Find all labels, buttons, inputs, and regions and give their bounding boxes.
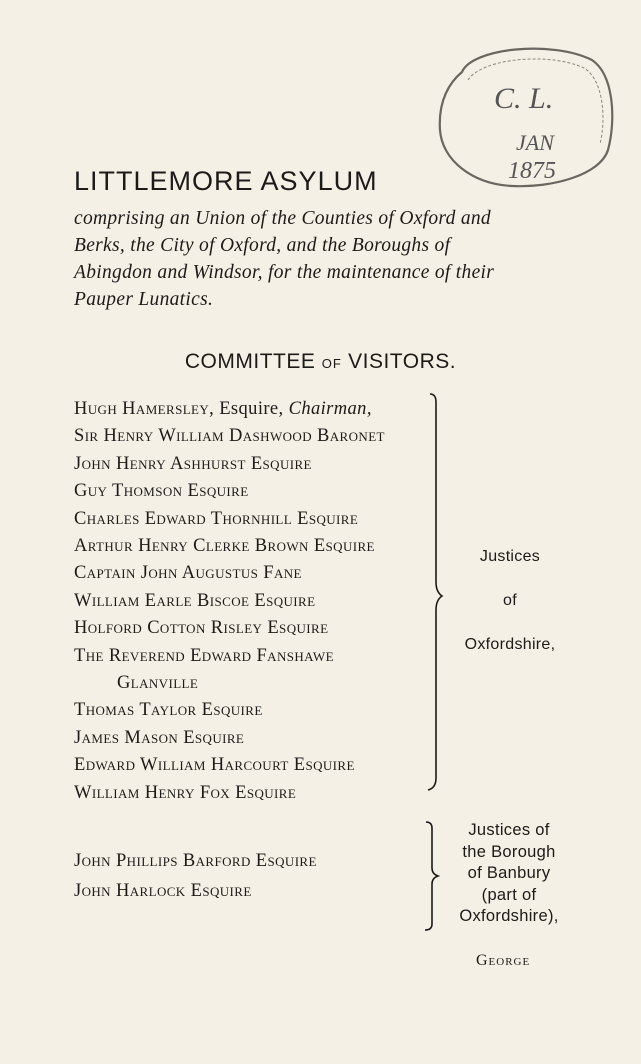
intro-line: Pauper Lunatics. <box>74 289 214 310</box>
banbury-member: John Harlock Esquire <box>74 881 252 901</box>
heading-main: COMMITTEE <box>184 350 316 373</box>
intro-line: Berks, the City of Oxford, and the Boroughs of <box>74 235 451 256</box>
banbury-member-list <box>74 846 317 906</box>
banbury-justices-line: (part of <box>481 885 537 904</box>
member-suffix: Esquire, <box>214 399 289 419</box>
stamp-line-1: C. L. <box>494 82 554 115</box>
committee-member: John Henry Ashhurst Esquire <box>74 453 312 474</box>
right-brace-banbury <box>420 820 440 932</box>
stamp-line-2: JAN <box>516 130 554 155</box>
asylum-title: LITTLEMORE ASYLUM <box>74 166 378 196</box>
banbury-member: John Phillips Barford Esquire <box>74 851 317 871</box>
committee-member: Captain John Augustus Fane <box>74 563 302 584</box>
intro-paragraph <box>74 205 574 313</box>
library-stamp <box>432 40 618 190</box>
heading-of: OF <box>321 356 342 371</box>
heading-rest: VISITORS. <box>348 350 457 373</box>
committee-member: Arthur Henry Clerke Brown Esquire <box>74 536 375 557</box>
justices-label: Justices <box>479 548 541 565</box>
stamp-line-3: 1875 <box>508 158 556 184</box>
committee-member: Thomas Taylor Esquire <box>74 700 263 721</box>
committee-member-continued: Glanville <box>117 673 199 694</box>
member-name: Hugh Hamersley, <box>74 399 215 419</box>
banbury-justices-line: the Borough <box>462 842 556 861</box>
committee-member: Charles Edward Thornhill Esquire <box>74 508 359 529</box>
committee-list <box>74 396 434 807</box>
committee-member <box>74 396 434 423</box>
intro-line: Abingdon and Windsor, for the maintenance of their <box>74 262 495 283</box>
committee-member: Holford Cotton Risley Esquire <box>74 618 329 639</box>
stamp-graphic <box>432 40 618 190</box>
committee-member: Edward William Harcourt Esquire <box>74 755 355 776</box>
banbury-justices-line: Justices of <box>468 821 550 839</box>
committee-member: William Henry Fox Esquire <box>74 782 297 803</box>
committee-member: The Reverend Edward Fanshawe <box>74 645 334 666</box>
committee-member: Guy Thomson Esquire <box>74 481 249 502</box>
member-role: Chairman, <box>288 399 372 419</box>
committee-member: James Mason Esquire <box>74 727 245 748</box>
oxfordshire-label: Oxfordshire, <box>464 636 556 653</box>
committee-member: William Earle Biscoe Esquire <box>74 590 316 611</box>
right-brace-oxfordshire <box>420 392 444 792</box>
justices-of-label: of <box>503 592 517 609</box>
committee-member: Sir Henry William Dashwood Baronet <box>74 426 385 447</box>
banbury-justices-label <box>444 820 574 928</box>
intro-line: comprising an Union of the Counties of Oxford and <box>74 208 491 229</box>
catchword: George <box>476 952 531 969</box>
banbury-justices-line: Oxfordshire), <box>459 907 559 925</box>
banbury-justices-line: of Banbury <box>467 864 551 882</box>
committee-heading <box>0 350 641 374</box>
